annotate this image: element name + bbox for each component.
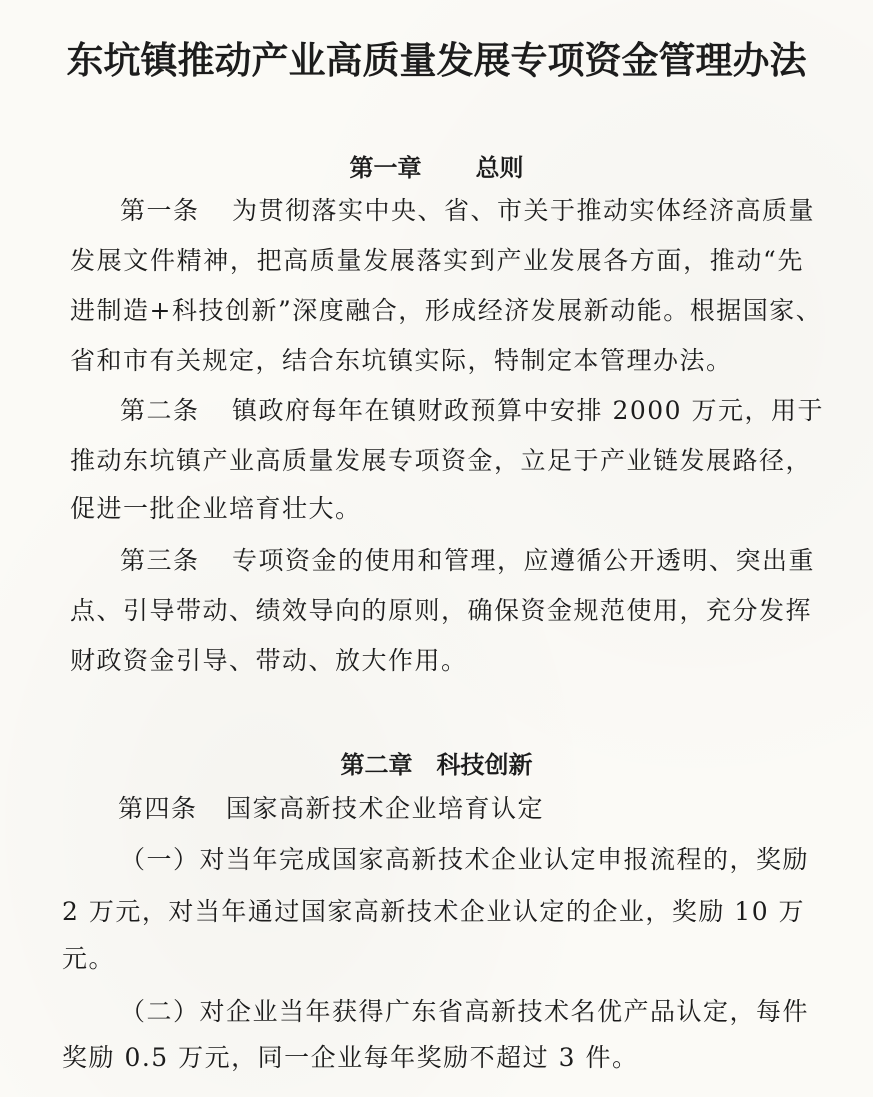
article-2-line-2: 推动东坑镇产业高质量发展专项资金，立足于产业链发展路径， xyxy=(70,446,813,475)
article-1-line-1: 为贯彻落实中央、省、市关于推动实体经济高质量 xyxy=(232,196,816,225)
article-3-line-2: 点、引导带动、绩效导向的原则，确保资金规范使用，充分发挥 xyxy=(70,596,813,625)
article-3-label: 第三条 xyxy=(120,546,200,575)
article-3-line-3: 财政资金引导、带动、放大作用。 xyxy=(70,646,468,675)
article-4-item-1-line-1: （一）对当年完成国家高新技术企业认定申报流程的，奖励 xyxy=(120,845,810,874)
chapter-2-number: 第二章 xyxy=(340,750,413,779)
chapter-1-heading xyxy=(0,148,873,183)
article-2-line-3: 促进一批企业培育壮大。 xyxy=(70,494,362,523)
article-1-line-4: 省和市有关规定，结合东坑镇实际，特制定本管理办法。 xyxy=(70,346,733,375)
article-4-item-2-line-1: （二）对企业当年获得广东省高新技术名优产品认定，每件 xyxy=(120,997,810,1026)
article-4-heading: 国家高新技术企业培育认定 xyxy=(226,794,545,823)
chapter-1-name: 总则 xyxy=(475,153,524,182)
chapter-1-number: 第一章 xyxy=(349,153,422,182)
article-4-item-1-line-2: 2 万元，对当年通过国家高新技术企业认定的企业，奖励 10 万 xyxy=(62,897,806,926)
article-2-line-1: 镇政府每年在镇财政预算中安排 2000 万元，用于 xyxy=(232,396,825,425)
chapter-2-heading xyxy=(0,745,873,780)
document-title: 东坑镇推动产业高质量发展专项资金管理办法 xyxy=(66,38,807,82)
article-2-label: 第二条 xyxy=(120,396,200,425)
article-1-line-2: 发展文件精神，把高质量发展落实到产业发展各方面，推动“先 xyxy=(70,246,804,275)
article-1-line-3: 进制造+科技创新”深度融合，形成经济发展新动能。根据国家、 xyxy=(70,296,823,325)
article-4-item-1-line-3: 元。 xyxy=(62,944,116,973)
article-4-item-2-line-2: 奖励 0.5 万元，同一企业每年奖励不超过 3 件。 xyxy=(62,1043,639,1072)
article-3-line-1: 专项资金的使用和管理，应遵循公开透明、突出重 xyxy=(232,546,816,575)
article-1-label: 第一条 xyxy=(120,196,200,225)
article-4-label: 第四条 xyxy=(118,794,198,823)
chapter-2-name: 科技创新 xyxy=(436,750,533,779)
